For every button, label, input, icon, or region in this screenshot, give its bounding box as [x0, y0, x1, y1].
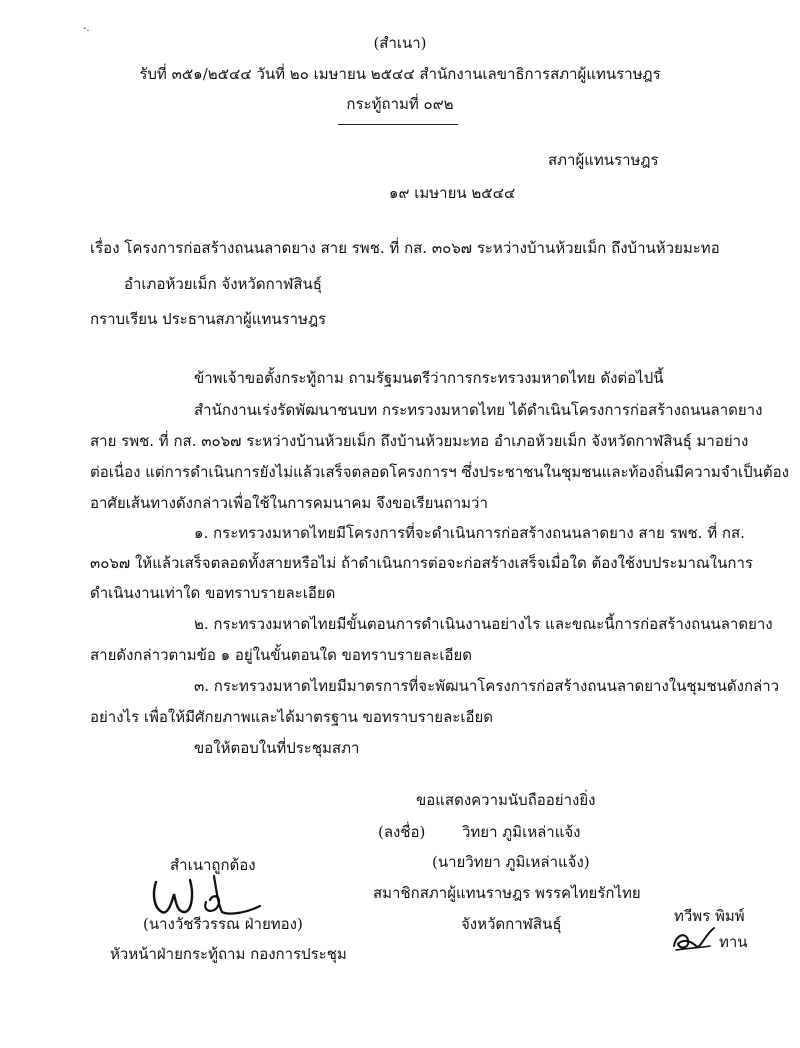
signer-province: จังหวัดกาฬสินธุ์ [461, 915, 562, 933]
question-1-line: ๓๐๖๗ ให้แล้วเสร็จตลอดทั้งสายหรือไม่ ถ้าดำเนินการต่อจะก่อสร้างเสร็จเมื่อใด ต้องใช้งบประมาณในการ [90, 554, 753, 572]
sender-org: สภาผู้แทนราษฎร [548, 151, 659, 169]
paragraph-line: อาศัยเส้นทางดังกล่าวเพื่อใช้ในการคมนาคม จึงขอเรียนถามว่า [90, 494, 488, 512]
paragraph-line: สำนักงานเร่งรัดพัฒนาชนบท กระทรวงมหาดไทย ได้ดำเนินโครงการก่อสร้างถนนลาดยาง [194, 401, 763, 419]
typist-name: ทวีพร พิมพ์ [674, 907, 745, 925]
receipt-line: รับที่ ๓๕๑/๒๕๔๔ วันที่ ๒๐ เมษายน ๒๕๔๔ สำนักงานเลขาธิการสภาผู้แทนราษฎร [139, 65, 661, 83]
question-3-line: ๓. กระทรวงมหาดไทยมีมาตรการที่จะพัฒนาโครงการก่อสร้างถนนลาดยางในชุมชนดังกล่าว [194, 677, 780, 695]
certifier-position: หัวหน้าฝ่ายกระทู้ถาม กองการประชุม [110, 945, 347, 963]
copy-label: (สำเนา) [373, 34, 427, 52]
question-1-line: ๑. กระทรวงมหาดไทยมีโครงการที่จะดำเนินการก่อสร้างถนนลาดยาง สาย รพช. ที่ กส. [194, 524, 745, 542]
letter-date: ๑๙ เมษายน ๒๕๔๔ [389, 184, 516, 202]
question-2-line: ๒. กระทรวงมหาดไทยมีขั้นตอนการดำเนินงานอย่างไร และขณะนี้การก่อสร้างถนนลาดยาง [194, 615, 773, 633]
signed-label: (ลงชื่อ) [378, 823, 426, 841]
certifier-name: (นางวัชรีวรรณ ฝ่ายทอง) [143, 915, 303, 933]
question-1-line: ดำเนินงานเท่าใด ขอทราบรายละเอียด [90, 584, 336, 602]
paragraph-line: สาย รพช. ที่ กส. ๓๐๖๗ ระหว่างบ้านห้วยเม็ก ถึงบ้านห้วยมะทอ อำเภอห้วยเม็ก จังหวัดกาฬสินธุ์ มาอย่าง [90, 432, 749, 450]
question-2-line: สายดังกล่าวตามข้อ ๑ อยู่ในขั้นตอนใด ขอทราบรายละเอียด [90, 646, 472, 664]
corner-mark: -. [83, 23, 90, 34]
header-divider [338, 124, 458, 125]
checker-initials [670, 924, 718, 954]
subject-line-1: เรื่อง โครงการก่อสร้างถนนลาดยาง สาย รพช. ที่ กส. ๓๐๖๗ ระหว่างบ้านห้วยเม็ก ถึงบ้านห้วยมะทอ [90, 239, 720, 257]
certified-copy-label: สำเนาถูกต้อง [170, 856, 256, 874]
subject-line-2: อำเภอห้วยเม็ก จังหวัดกาฬสินธุ์ [124, 275, 322, 293]
paragraph-line: ต่อเนื่อง แต่การดำเนินการยังไม่แล้วเสร็จตลอดโครงการฯ ซึ่งประชาชนในชุมชนและท้องถิ่นมีความจำเป็นต้อง [90, 463, 790, 481]
signer-position: สมาชิกสภาผู้แทนราษฎร พรรคไทยรักไทย [373, 884, 641, 902]
question-3-line: อย่างไร เพื่อให้มีศักยภาพและได้มาตรฐาน ขอทราบรายละเอียด [90, 708, 493, 726]
regards-line: ขอแสดงความนับถืออย่างยิ่ง [416, 791, 596, 809]
intro-line: ข้าพเจ้าขอตั้งกระทู้ถาม ถามรัฐมนตรีว่าการกระทรวงมหาดไทย ดังต่อไปนี้ [194, 369, 664, 387]
closing-request: ขอให้ตอบในที่ประชุมสภา [194, 739, 360, 757]
signer-name: วิทยา ภูมิเหล่าแจ้ง [462, 823, 581, 841]
handwritten-signature [148, 872, 268, 918]
question-number: กระทู้ถามที่ ๐๙๒ [346, 95, 454, 113]
checker-label: ทาน [719, 933, 748, 951]
signer-full-name: (นายวิทยา ภูมิเหล่าแจ้ง) [432, 853, 590, 871]
salutation: กราบเรียน ประธานสภาผู้แทนราษฎร [90, 310, 327, 328]
